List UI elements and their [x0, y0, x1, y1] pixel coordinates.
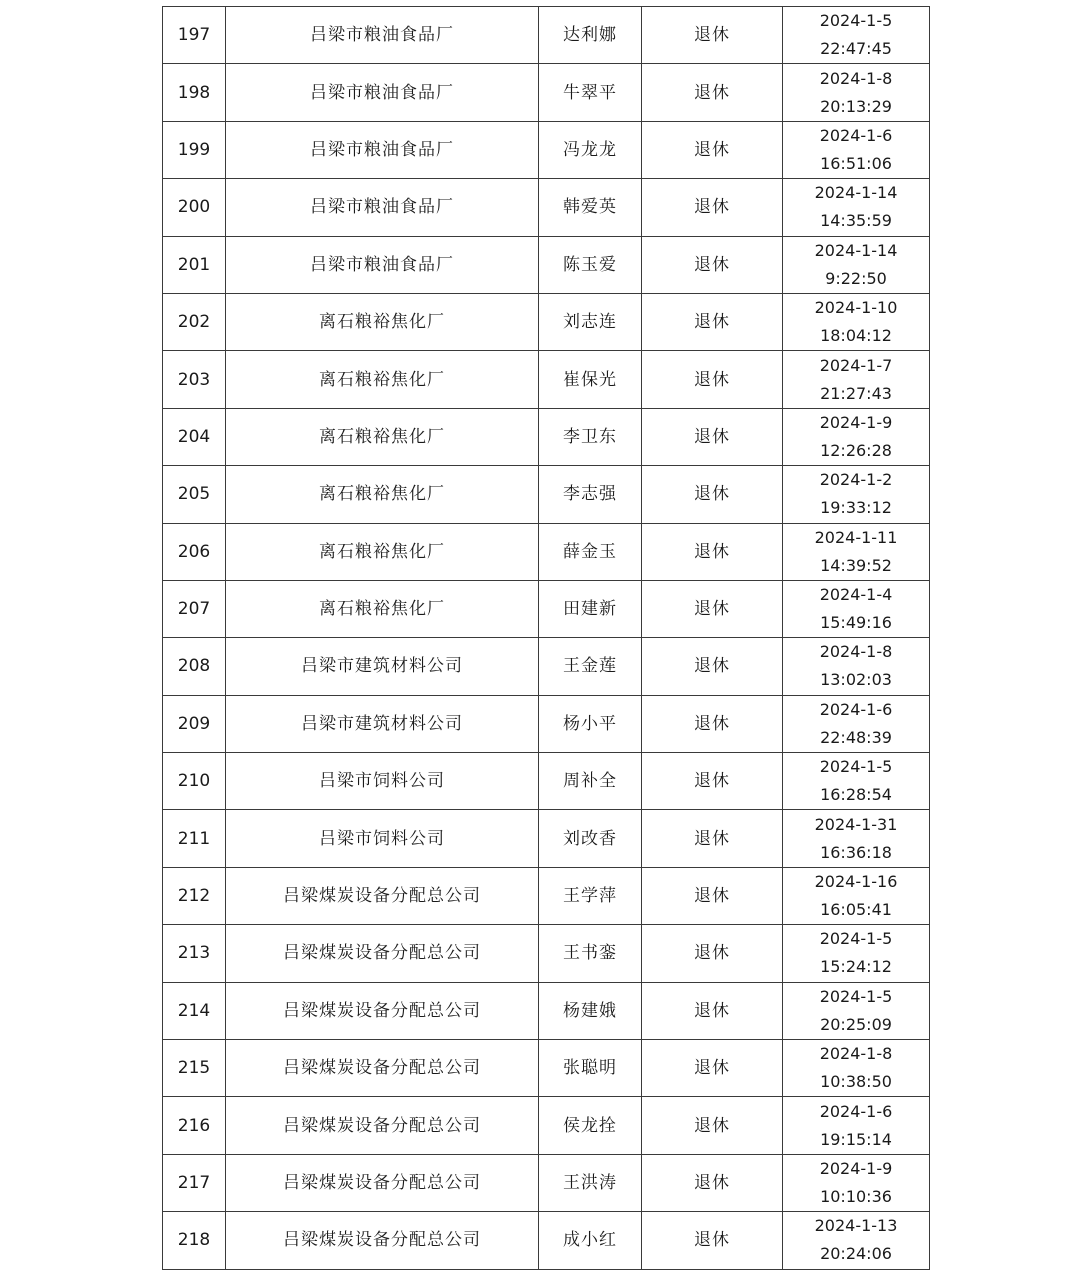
- table-row: [163, 7, 930, 64]
- datetime-cell: [783, 408, 930, 465]
- date-text: 2024-1-5: [819, 929, 893, 949]
- person-name-cell: 刘改香: [539, 810, 642, 867]
- datetime-cell: [783, 925, 930, 982]
- time-text: 22:47:45: [820, 39, 892, 59]
- unit-cell: 离石粮裕焦化厂: [226, 293, 539, 350]
- datetime-cell: [783, 982, 930, 1039]
- table-row: [163, 523, 930, 580]
- row-number-cell: 212: [163, 867, 226, 924]
- person-name-cell: 牛翠平: [539, 64, 642, 121]
- status-cell: 退休: [642, 1154, 783, 1211]
- status-cell: 退休: [642, 466, 783, 523]
- unit-cell: 吕梁市建筑材料公司: [226, 638, 539, 695]
- table-row: [163, 121, 930, 178]
- status-cell: 退休: [642, 121, 783, 178]
- datetime-cell: [783, 466, 930, 523]
- time-text: 20:24:06: [820, 1244, 892, 1264]
- date-text: 2024-1-9: [819, 412, 893, 432]
- table-row: [163, 64, 930, 121]
- person-name-cell: 王书銮: [539, 925, 642, 982]
- unit-cell: 吕梁煤炭设备分配总公司: [226, 1154, 539, 1211]
- date-text: 2024-1-13: [814, 1216, 898, 1236]
- datetime-cell: [783, 580, 930, 637]
- datetime-cell: [783, 1097, 930, 1154]
- status-cell: 退休: [642, 925, 783, 982]
- date-text: 2024-1-8: [819, 642, 893, 662]
- table-row: [163, 753, 930, 810]
- unit-cell: 吕梁市粮油食品厂: [226, 179, 539, 236]
- table-row: [163, 695, 930, 752]
- person-name-cell: 张聪明: [539, 1040, 642, 1097]
- datetime-cell: [783, 7, 930, 64]
- time-text: 20:13:29: [820, 96, 892, 116]
- table-row: [163, 466, 930, 523]
- date-text: 2024-1-8: [819, 1044, 893, 1064]
- time-text: 19:33:12: [820, 498, 892, 518]
- unit-cell: 吕梁煤炭设备分配总公司: [226, 867, 539, 924]
- date-text: 2024-1-6: [819, 699, 893, 719]
- row-number-cell: 201: [163, 236, 226, 293]
- table-row: [163, 236, 930, 293]
- row-number-cell: 217: [163, 1154, 226, 1211]
- time-text: 14:39:52: [820, 555, 892, 575]
- time-text: 15:24:12: [820, 957, 892, 977]
- status-cell: 退休: [642, 293, 783, 350]
- datetime-cell: [783, 638, 930, 695]
- time-text: 10:10:36: [820, 1187, 892, 1206]
- person-name-cell: 刘志连: [539, 293, 642, 350]
- person-name-cell: 侯龙拴: [539, 1097, 642, 1154]
- row-number-cell: 210: [163, 753, 226, 810]
- person-name-cell: 韩爱英: [539, 179, 642, 236]
- time-text: 22:48:39: [820, 727, 892, 747]
- row-number-cell: 215: [163, 1040, 226, 1097]
- status-cell: 退休: [642, 1040, 783, 1097]
- time-text: 19:15:14: [820, 1129, 892, 1149]
- status-cell: 退休: [642, 179, 783, 236]
- time-text: 16:36:18: [820, 842, 892, 862]
- row-number-cell: 199: [163, 121, 226, 178]
- row-number-cell: 200: [163, 179, 226, 236]
- datetime-cell: [783, 64, 930, 121]
- time-text: 13:02:03: [820, 670, 892, 690]
- table-row: [163, 408, 930, 465]
- time-text: 12:26:28: [820, 440, 892, 460]
- person-name-cell: 王洪涛: [539, 1154, 642, 1211]
- person-name-cell: 王学萍: [539, 867, 642, 924]
- time-text: 10:38:50: [820, 1072, 892, 1092]
- datetime-cell: [783, 179, 930, 236]
- row-number-cell: 205: [163, 466, 226, 523]
- row-number-cell: 211: [163, 810, 226, 867]
- datetime-cell: [783, 1154, 930, 1211]
- datetime-cell: [783, 810, 930, 867]
- unit-cell: 离石粮裕焦化厂: [226, 466, 539, 523]
- time-text: 9:22:50: [825, 268, 887, 288]
- status-cell: 退休: [642, 982, 783, 1039]
- person-name-cell: 薛金玉: [539, 523, 642, 580]
- row-number-cell: 198: [163, 64, 226, 121]
- row-number-cell: 206: [163, 523, 226, 580]
- datetime-cell: [783, 236, 930, 293]
- unit-cell: 吕梁市建筑材料公司: [226, 695, 539, 752]
- person-name-cell: 王金莲: [539, 638, 642, 695]
- date-text: 2024-1-31: [814, 814, 898, 834]
- date-text: 2024-1-2: [819, 470, 893, 490]
- row-number-cell: 216: [163, 1097, 226, 1154]
- records-table-container: [162, 6, 928, 1270]
- status-cell: 退休: [642, 523, 783, 580]
- person-name-cell: 成小红: [539, 1212, 642, 1269]
- row-number-cell: 213: [163, 925, 226, 982]
- datetime-cell: [783, 351, 930, 408]
- status-cell: 退休: [642, 695, 783, 752]
- row-number-cell: 197: [163, 7, 226, 64]
- records-table: [162, 6, 930, 1270]
- table-row: [163, 982, 930, 1039]
- unit-cell: 吕梁市粮油食品厂: [226, 236, 539, 293]
- person-name-cell: 冯龙龙: [539, 121, 642, 178]
- table-row: [163, 293, 930, 350]
- date-text: 2024-1-16: [814, 872, 898, 892]
- unit-cell: 吕梁煤炭设备分配总公司: [226, 1212, 539, 1269]
- person-name-cell: 周补全: [539, 753, 642, 810]
- date-text: 2024-1-14: [814, 183, 898, 203]
- unit-cell: 吕梁煤炭设备分配总公司: [226, 1040, 539, 1097]
- table-row: [163, 1154, 930, 1211]
- date-text: 2024-1-11: [814, 527, 898, 547]
- time-text: 18:04:12: [820, 326, 892, 346]
- table-row: [163, 580, 930, 637]
- datetime-cell: [783, 1040, 930, 1097]
- row-number-cell: 203: [163, 351, 226, 408]
- time-text: 15:49:16: [820, 613, 892, 633]
- time-text: 21:27:43: [820, 383, 892, 403]
- row-number-cell: 218: [163, 1212, 226, 1269]
- person-name-cell: 杨建娥: [539, 982, 642, 1039]
- unit-cell: 吕梁市粮油食品厂: [226, 121, 539, 178]
- table-row: [163, 179, 930, 236]
- date-text: 2024-1-7: [819, 355, 893, 375]
- datetime-cell: [783, 121, 930, 178]
- unit-cell: 吕梁煤炭设备分配总公司: [226, 982, 539, 1039]
- unit-cell: 离石粮裕焦化厂: [226, 523, 539, 580]
- table-row: [163, 1212, 930, 1269]
- table-row: [163, 1040, 930, 1097]
- datetime-cell: [783, 523, 930, 580]
- person-name-cell: 崔保光: [539, 351, 642, 408]
- unit-cell: 吕梁市粮油食品厂: [226, 64, 539, 121]
- status-cell: 退休: [642, 638, 783, 695]
- date-text: 2024-1-6: [819, 125, 893, 145]
- table-row: [163, 638, 930, 695]
- date-text: 2024-1-9: [819, 1159, 893, 1178]
- unit-cell: 吕梁市粮油食品厂: [226, 7, 539, 64]
- time-text: 16:51:06: [820, 153, 892, 173]
- status-cell: 退休: [642, 1097, 783, 1154]
- row-number-cell: 209: [163, 695, 226, 752]
- row-number-cell: 202: [163, 293, 226, 350]
- datetime-cell: [783, 695, 930, 752]
- status-cell: 退休: [642, 810, 783, 867]
- person-name-cell: 李志强: [539, 466, 642, 523]
- table-row: [163, 810, 930, 867]
- unit-cell: 离石粮裕焦化厂: [226, 408, 539, 465]
- unit-cell: 离石粮裕焦化厂: [226, 580, 539, 637]
- status-cell: 退休: [642, 236, 783, 293]
- datetime-cell: [783, 867, 930, 924]
- status-cell: 退休: [642, 7, 783, 64]
- records-table-body: [163, 7, 930, 1270]
- person-name-cell: 李卫东: [539, 408, 642, 465]
- time-text: 20:25:09: [820, 1014, 892, 1034]
- date-text: 2024-1-8: [819, 68, 893, 88]
- person-name-cell: 杨小平: [539, 695, 642, 752]
- date-text: 2024-1-6: [819, 1101, 893, 1121]
- datetime-cell: [783, 1212, 930, 1269]
- unit-cell: 离石粮裕焦化厂: [226, 351, 539, 408]
- person-name-cell: 田建新: [539, 580, 642, 637]
- date-text: 2024-1-5: [819, 986, 893, 1006]
- table-row: [163, 867, 930, 924]
- unit-cell: 吕梁煤炭设备分配总公司: [226, 1097, 539, 1154]
- person-name-cell: 达利娜: [539, 7, 642, 64]
- status-cell: 退休: [642, 580, 783, 637]
- date-text: 2024-1-10: [814, 298, 898, 318]
- row-number-cell: 207: [163, 580, 226, 637]
- row-number-cell: 204: [163, 408, 226, 465]
- table-row: [163, 351, 930, 408]
- status-cell: 退休: [642, 867, 783, 924]
- time-text: 16:28:54: [820, 785, 892, 805]
- date-text: 2024-1-14: [814, 240, 898, 260]
- status-cell: 退休: [642, 351, 783, 408]
- table-row: [163, 925, 930, 982]
- unit-cell: 吕梁市饲料公司: [226, 753, 539, 810]
- row-number-cell: 214: [163, 982, 226, 1039]
- status-cell: 退休: [642, 1212, 783, 1269]
- datetime-cell: [783, 753, 930, 810]
- date-text: 2024-1-5: [819, 11, 893, 31]
- datetime-cell: [783, 293, 930, 350]
- status-cell: 退休: [642, 753, 783, 810]
- unit-cell: 吕梁煤炭设备分配总公司: [226, 925, 539, 982]
- table-row: [163, 1097, 930, 1154]
- row-number-cell: 208: [163, 638, 226, 695]
- status-cell: 退休: [642, 408, 783, 465]
- date-text: 2024-1-5: [819, 757, 893, 777]
- unit-cell: 吕梁市饲料公司: [226, 810, 539, 867]
- time-text: 14:35:59: [820, 211, 892, 231]
- date-text: 2024-1-4: [819, 585, 893, 605]
- person-name-cell: 陈玉爱: [539, 236, 642, 293]
- time-text: 16:05:41: [820, 900, 892, 920]
- status-cell: 退休: [642, 64, 783, 121]
